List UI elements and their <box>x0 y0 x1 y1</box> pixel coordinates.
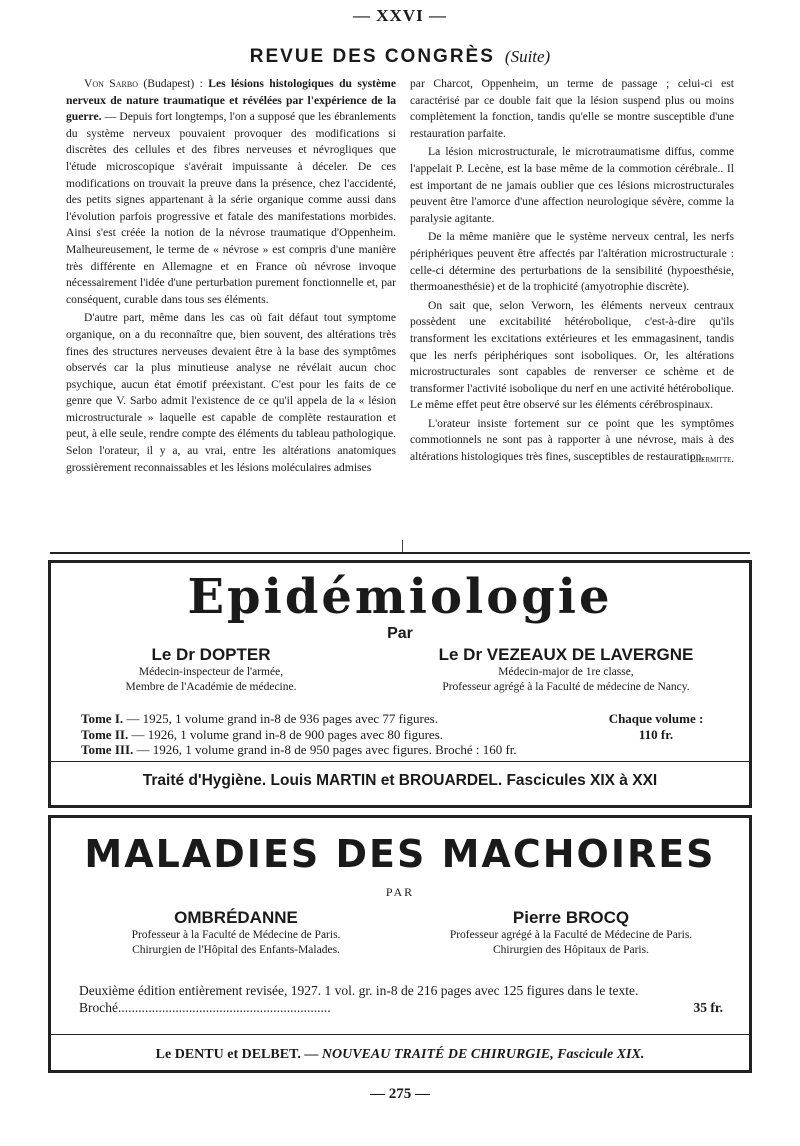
author-role: Membre de l'Académie de médecine. <box>125 681 297 693</box>
author-role: Professeur à la Faculté de Médecine de Paris. <box>131 929 341 941</box>
section-heading <box>0 46 800 68</box>
article-body: — Depuis fort longtemps, l'on a supposé que les ébranlements du système nerveux pouvaient provoquer des modifications si discrètes des cellules et des fibres nerveuses et névrogliques que l'étude microscopique s'avérait impuissante à déceler. De ces modifications on trouvait la preuve dans la présence, chez l'accidenté, des petits signes appartenant à la série organique comme aussi dans l'évolution parfois progressive et fatale des manifestations morbides. Ainsi s'est créée la notion de la névrose traumatique d'Oppenheim. Malheureusement, le terme de « névrose » est compris d'une manière très différente en Allemagne et en France où névrose invoque nécessairement l'idée d'une perturbation purement fonctionnelle et, par conséquent, curable dans tous ses éléments. <box>66 110 396 306</box>
price-block <box>581 711 731 742</box>
page-number: — 275 — <box>370 1086 430 1102</box>
author-role: Professeur agrégé à la Faculté de médecine de Nancy. <box>442 681 690 693</box>
tome-line: Tome II. — 1926, 1 volume grand in-8 de 900 pages avec 80 figures. <box>81 726 444 742</box>
ad-par: PAR <box>385 885 415 899</box>
article-left-column <box>66 76 396 478</box>
advertisement-epidemiologie <box>48 560 752 808</box>
price-label: Chaque volume : <box>608 711 704 726</box>
article-author: Von Sarbo <box>84 77 138 90</box>
ad-footer-text: Traité d'Hygiène. Louis MARTIN et BROUARDEL. Fascicules XIX à XXI <box>142 772 658 789</box>
edition-text: Deuxième édition entièrement revisée, 1927. 1 vol. gr. in-8 de 216 pages avec 125 figures dans le texte. Broché............................................................... <box>79 983 639 1015</box>
column-divider <box>402 540 403 552</box>
tome-line: Tome I. — 1925, 1 volume grand in-8 de 936 pages avec 77 figures. <box>81 711 438 726</box>
article-paragraph: La lésion microstructurale, le microtraumatisme diffus, comme l'appelait P. Lecène, est la base même de la commotion cérébrale.. Il est important de ne jamais oublier que ces lésions microstructurales peuvent être l'amorce d'une affection neurologique sévère, comme la paralysie agitante. <box>410 145 734 225</box>
author-role: Chirurgien de l'Hôpital des Enfants-Malades. <box>132 944 340 956</box>
ad-author-1 <box>81 645 341 695</box>
article-paragraph: L'orateur insiste fortement sur ce point que les symptômes commotionnels ne sont pas à rapporter à une névrose, mais à des altérations histologiques très fines, susceptibles de restauration. <box>410 416 734 464</box>
ad-title: MALADIES DES MACHOIRES <box>84 832 716 876</box>
advertisement-maladies-machoires <box>48 815 752 1073</box>
author-name: Le Dr VEZEAUX DE LAVERGNE <box>438 645 694 664</box>
article-right-column <box>410 76 734 468</box>
author-name: Le Dr DOPTER <box>151 645 271 664</box>
section-suffix: (Suite) <box>504 47 551 66</box>
author-name: OMBRÉDANNE <box>174 908 298 927</box>
edition-price: 35 fr. <box>693 1000 723 1015</box>
ad-footer <box>51 1034 749 1070</box>
ad-author-2 <box>401 645 731 695</box>
author-name: Pierre BROCQ <box>512 908 630 927</box>
article-end-rule <box>50 552 750 554</box>
article-title: Les lésions histologiques du système nerveux de nature traumatique et révélées par l'expérience de la guerre. <box>66 77 396 124</box>
author-role: Médecin-inspecteur de l'armée, <box>138 666 284 678</box>
price-value: 110 fr. <box>638 726 674 742</box>
tome-line: Tome III. — 1926, 1 volume grand in-8 de 950 pages avec figures. Broché : 160 fr. <box>81 742 517 757</box>
author-role: Chirurgien des Hôpitaux de Paris. <box>493 944 649 956</box>
ad-par: Par <box>387 625 413 642</box>
ad-author-1 <box>71 908 401 958</box>
edition-line <box>79 982 723 1016</box>
article-paragraph: par Charcot, Oppenheim, un terme de passage ; celui-ci est caractérisé par ce double fait que la lésion suspend plus ou moins complètement la fonction, tandis qu'elle se montre susceptible d'une restauration parfaite. <box>410 77 734 140</box>
ad-author-2 <box>406 908 736 958</box>
article-paragraph: On sait que, selon Verworn, les éléments nerveux centraux possèdent une excitabilité hétérobolique, c'est-à-dire qu'ils transforment les excitations extérieures et les emmagasinent, tandis que les nerfs périphériques sont isoboliques. Or, les altérations microstructurales sont capables de renverser ce schème et de transformer l'activité isobolique du nerf en une activité hétérobolique. Le même effet peut être observé sur les éléments cérébrospinaux. <box>410 298 734 412</box>
author-role: Médecin-major de 1re classe, <box>498 666 634 678</box>
article-paragraph <box>66 76 396 308</box>
author-role: Professeur agrégé à la Faculté de Médecine de Paris. <box>449 929 693 941</box>
ad-footer <box>51 761 749 797</box>
roman-page-number: — XXVI — <box>353 6 447 25</box>
article-signature: Lhermitte. <box>689 453 734 465</box>
article-paragraph: D'autre part, même dans les cas où fait défaut tout symptome organique, on a du reconnaître que, bien souvent, des altérations très fines des structures nerveuses devaient être à la base des symptômes observés car la plus minutieuse analyse ne révélait aucun choc psychique, aucun état émotif préexistant. C'est pour les faits de ce genre que V. Sarbo admit l'existence de ce qu'il appela de la « lésion microstructurale » laquelle est capable de complète restauration et peut, à elle seule, rendre compte des éléments du tableau pathologique. Selon l'orateur, il y a, au vrai, entre les altérations anatomiques grossièrement reconnaissables et les lésions moléculaires admises <box>66 311 396 474</box>
ad-title: Epidémiologie <box>187 569 613 625</box>
section-title: REVUE DES CONGRÈS <box>249 46 495 67</box>
ad-footer-fascicule: Fascicule XIX. <box>553 1047 645 1062</box>
ad-footer-authors: Le DENTU et DELBET. — <box>155 1047 322 1062</box>
article-paragraph: De la même manière que le système nerveux central, les nerfs périphériques peuvent être affectés par l'altération microstructurale : celle-ci détermine des perturbations de la sensibilité (hypoesthésie, thermoanesthésie) et de la trophicité (amyotrophie discrète). <box>410 230 734 294</box>
article-location: (Budapest) : <box>138 77 209 90</box>
ad-footer-series: NOUVEAU TRAITÉ DE CHIRURGIE, <box>321 1047 554 1062</box>
